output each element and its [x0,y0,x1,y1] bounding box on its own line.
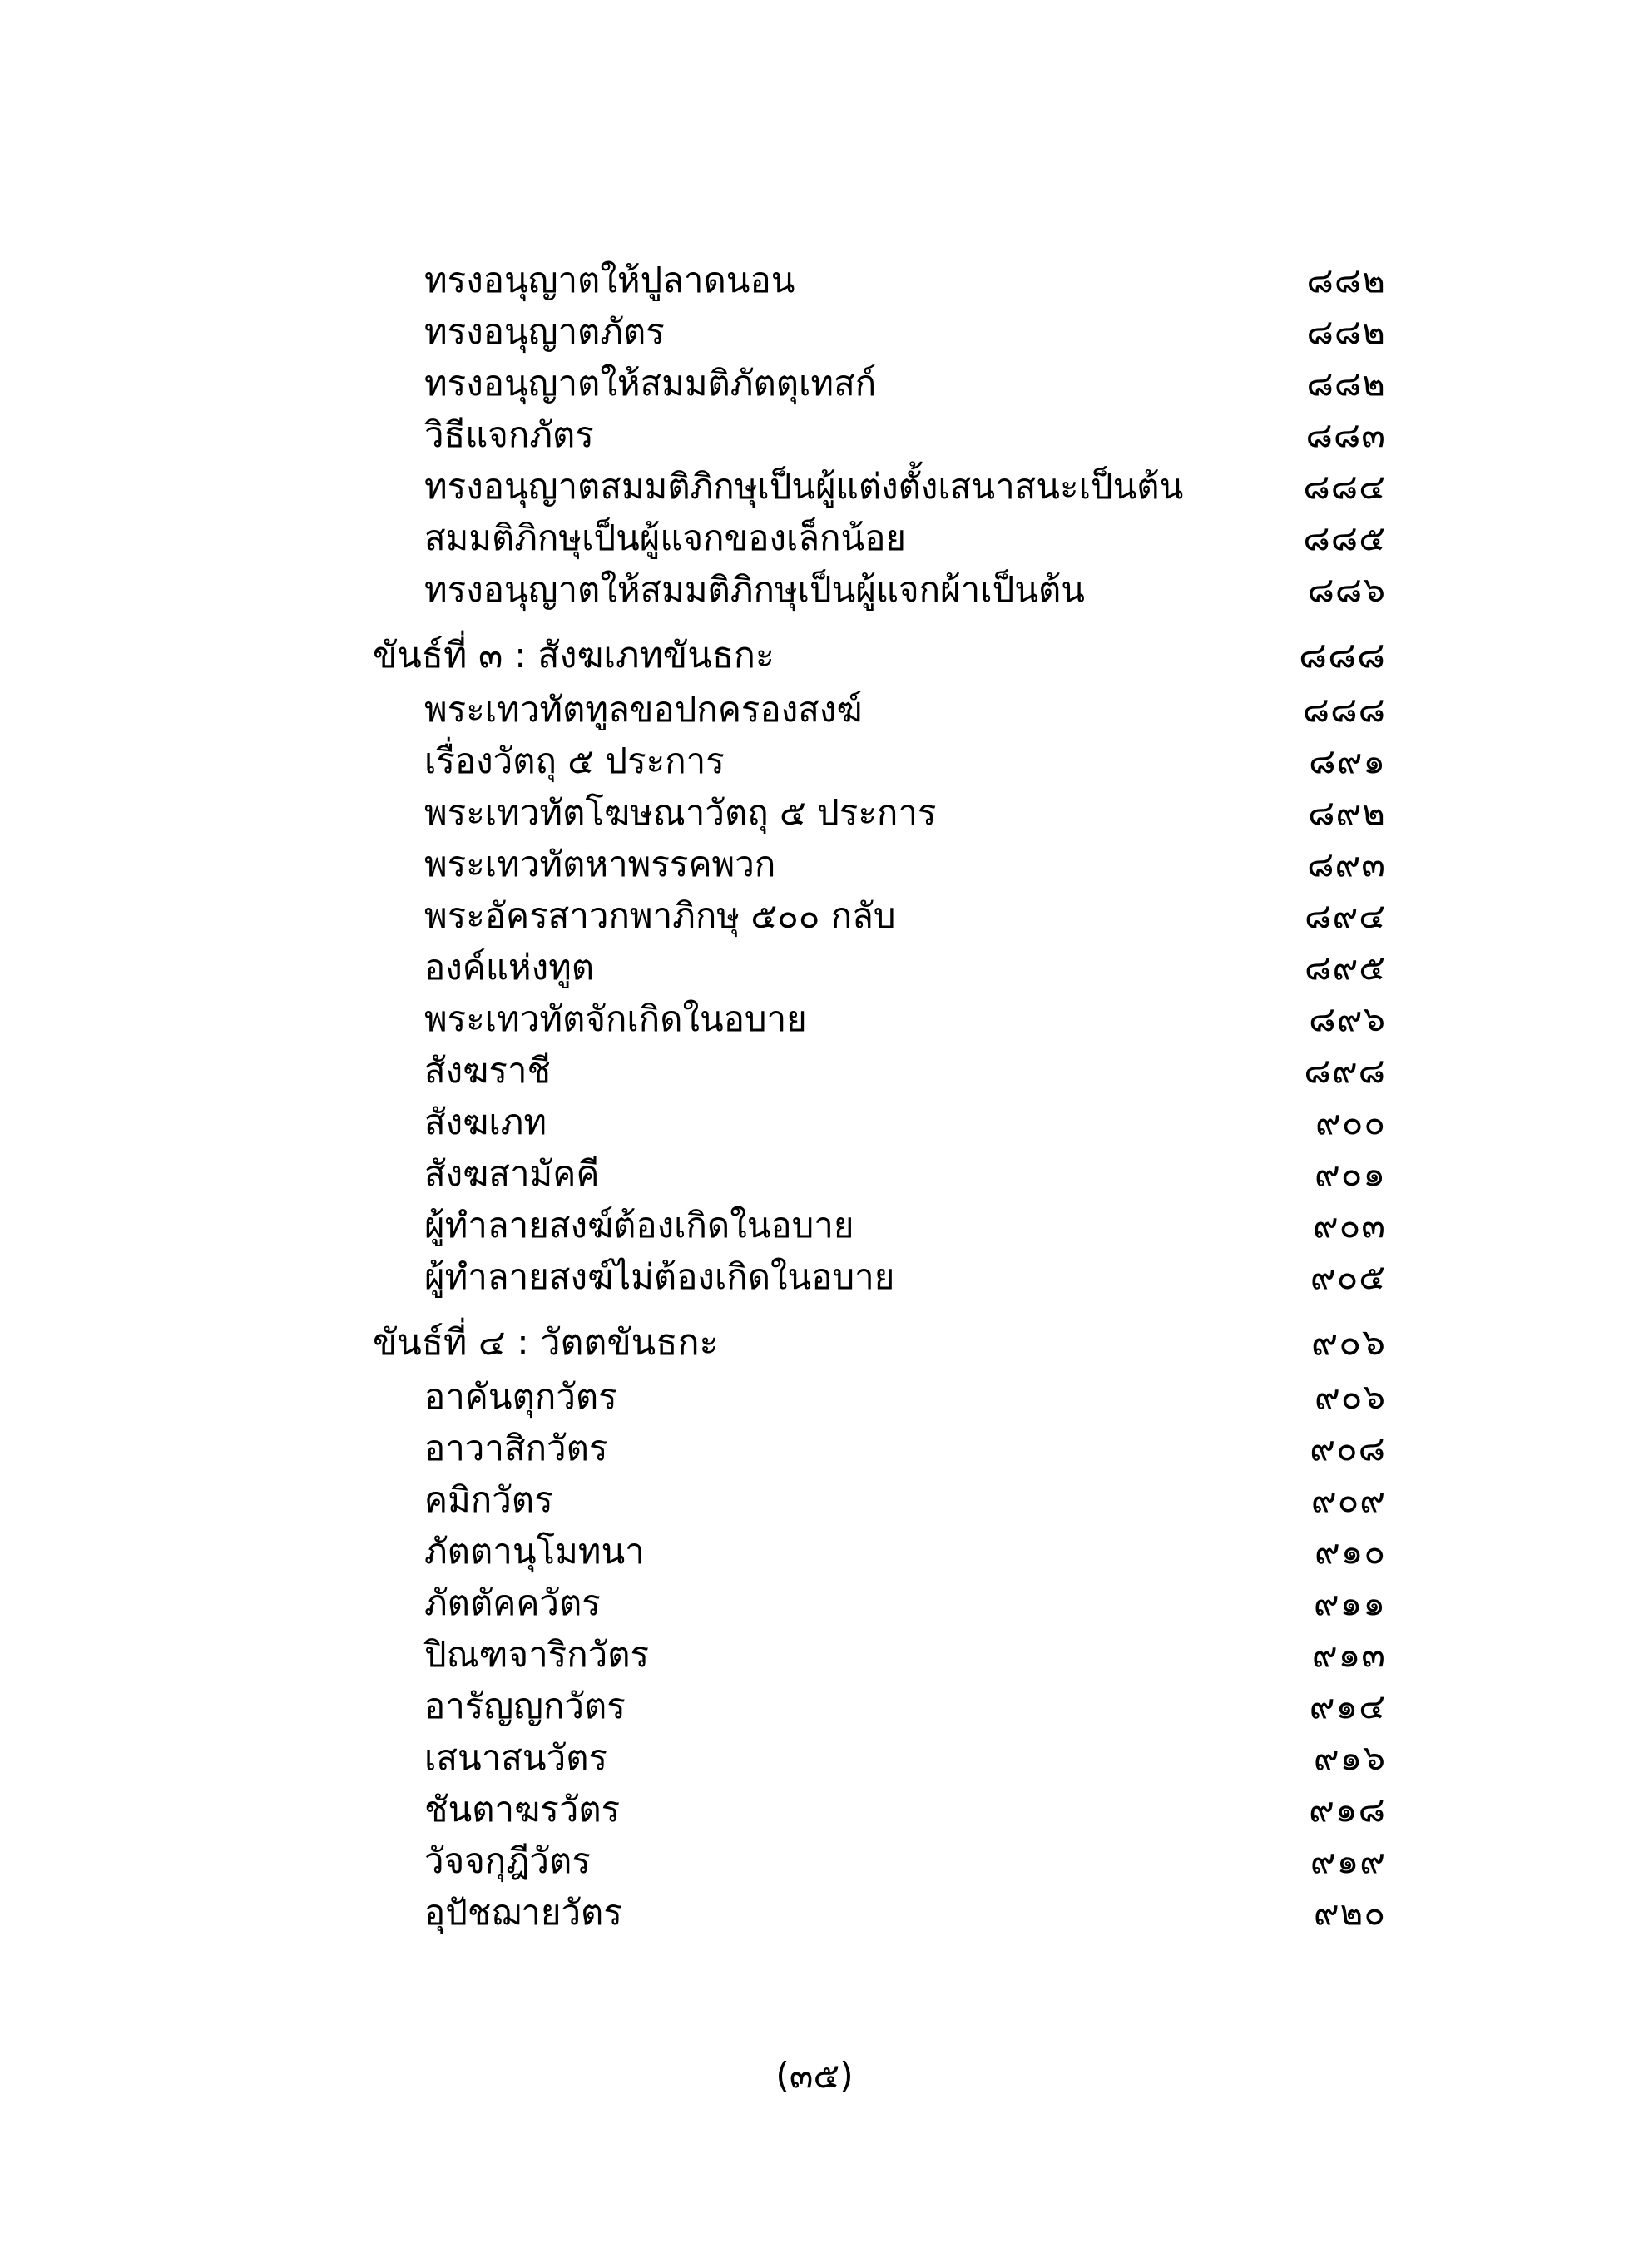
toc-entry-page: ๘๘๒ [1306,311,1386,352]
toc-entry-title: ชันตาฆรวัตร [424,1789,621,1830]
toc-section-title: ขันธ์ที่ ๔ : วัตตขันธกะ [373,1322,719,1364]
toc-entry-title: พระเทวทัตโฆษณาวัตถุ ๕ ประการ [424,792,937,833]
toc-entry-page: ๘๙๔ [1305,895,1386,936]
toc-entry [0,890,1629,942]
toc-entry-page: ๘๙๘ [1304,1050,1386,1091]
toc-entry-page: ๘๘๒ [1306,260,1386,300]
toc-entry [0,409,1629,461]
toc-entry-title: ภัตตานุโมทนา [424,1531,645,1572]
toc-entry-page: ๘๘๖ [1307,569,1386,610]
toc-entry-page: ๙๐๖ [1314,1376,1386,1417]
page-number: (๓๕) [775,2055,854,2096]
toc-entry-title: เสนาสนวัตร [424,1737,608,1778]
toc-entry-title: วัจจกุฎีวัตร [424,1840,591,1881]
toc-entry [0,1835,1629,1887]
toc-entry-title: ผู้ทำลายสงฆ์ต้องเกิดในอบาย [424,1205,854,1245]
toc-entry-title: ผู้ทำลายสงฆ์ไม่ต้องเกิดในอบาย [424,1256,895,1297]
toc-entry-title: ทรงอนุญาตให้สมมติภัตตุเทสก์ [424,363,877,404]
toc-entry-page: ๙๑๘ [1309,1789,1386,1830]
toc-entry-title: คมิกวัตร [424,1479,553,1520]
toc-entry [0,1629,1629,1681]
toc-entry-page: ๘๙๑ [1309,740,1386,781]
toc-entry-title: สังฆสามัคคี [424,1153,600,1194]
toc-entry-title: อารัญญกวัตร [424,1686,626,1726]
toc-entry [0,1526,1629,1577]
toc-entry [0,993,1629,1045]
toc-entry [0,1681,1629,1732]
toc-entry-title: ทรงอนุญาตสมมติภิกษุเป็นผู้แต่งตั้งเสนาสนะเป็นต้น [424,466,1184,507]
toc-entry-page: ๙๑๔ [1309,1686,1386,1726]
toc-entry-page: ๙๑๖ [1313,1737,1386,1778]
toc-entry-page: ๙๐๙ [1310,1479,1386,1520]
toc-entry [0,787,1629,839]
toc-entry [0,1732,1629,1784]
toc-entry-title: อุปัชฌายวัตร [424,1892,622,1933]
toc-entry [0,1097,1629,1148]
toc-entry-page: ๙๑๐ [1314,1531,1386,1572]
toc-entry-page: ๘๘๒ [1306,363,1386,404]
toc-entry [0,255,1629,306]
toc-entry-page: ๘๘๕ [1303,517,1386,558]
toc-entry-title: สังฆเภท [424,1102,547,1142]
toc-entry-title: ทรงอนุญาตให้ปูลาดนอน [424,260,795,300]
toc-entry-page: ๙๐๕ [1310,1256,1386,1297]
toc-entry-page: ๘๙๕ [1305,947,1386,988]
toc-entry [0,1045,1629,1097]
toc-entry-page: ๘๘๘ [1302,689,1386,730]
toc-entry-title: พระเทวทัตทูลขอปกครองสงฆ์ [424,689,863,730]
toc-entry [0,1887,1629,1939]
toc-section-heading [0,1317,1629,1369]
toc-entry-page: ๘๘๓ [1305,414,1386,455]
toc-entry [0,358,1629,409]
toc-entry [0,735,1629,787]
toc-entry [0,1474,1629,1526]
toc-entry [0,684,1629,735]
toc-section-title: ขันธ์ที่ ๓ : สังฆเภทขันธกะ [373,635,775,676]
toc-entry [0,1371,1629,1423]
toc-entry-title: สมมติภิกษุเป็นผู้แจกของเล็กน้อย [424,517,907,558]
toc-section-heading [0,630,1629,681]
toc-entry [0,1577,1629,1629]
toc-entry-title: พระเทวทัตหาพรรคพวก [424,844,776,884]
toc-entry [0,942,1629,993]
toc-entry [0,839,1629,890]
toc-entry-title: ทรงอนุญาตภัตร [424,311,665,352]
toc-entry [0,1200,1629,1251]
toc-entry [0,564,1629,616]
toc-entry-title: ทรงอนุญาตให้สมมติภิกษุเป็นผู้แจกผ้าเป็นต้น [424,569,1085,610]
toc-entry-page: ๘๙๒ [1308,792,1386,833]
toc-section-page: ๘๘๘ [1299,634,1386,676]
toc-entry-page: ๘๘๔ [1303,466,1386,507]
toc-entry [0,1423,1629,1474]
toc-entry-page: ๙๑๑ [1313,1582,1386,1623]
toc-entry-title: องค์แห่งทูต [424,947,595,988]
toc-entry-title: วิธีแจกภัตร [424,414,594,455]
toc-entry-title: อาวาสิกวัตร [424,1428,608,1468]
toc-entry [0,461,1629,513]
toc-entry-page: ๘๙๖ [1309,998,1386,1039]
toc-entry-page: ๙๑๙ [1310,1840,1386,1881]
toc-entry [0,513,1629,564]
toc-entry [0,1251,1629,1303]
toc-entry-title: ปิณฑจาริกวัตร [424,1634,650,1675]
toc-entry-page: ๙๑๓ [1311,1634,1386,1675]
toc-section-page: ๙๐๖ [1310,1321,1386,1364]
toc-entry-title: สังฆราชี [424,1050,551,1091]
toc-entry-title: พระเทวทัตจักเกิดในอบาย [424,998,807,1039]
toc-entry [0,1784,1629,1835]
toc-entry-page: ๘๙๓ [1307,844,1386,884]
toc-entry [0,306,1629,358]
toc-entry-title: อาคันตุกวัตร [424,1376,617,1417]
toc-entry-title: เรื่องวัตถุ ๕ ประการ [424,740,725,781]
toc-entry-page: ๙๐๓ [1312,1205,1386,1245]
toc-entry-page: ๙๒๐ [1313,1892,1386,1933]
toc-entry-title: ภัตตัคควัตร [424,1582,601,1623]
toc-entry-page: ๙๐๑ [1314,1153,1386,1194]
toc-entry-page: ๙๐๘ [1310,1428,1386,1468]
toc-entry [0,1148,1629,1200]
toc-entry-page: ๙๐๐ [1315,1102,1386,1142]
toc-entry-title: พระอัครสาวกพาภิกษุ ๕๐๐ กลับ [424,895,896,936]
